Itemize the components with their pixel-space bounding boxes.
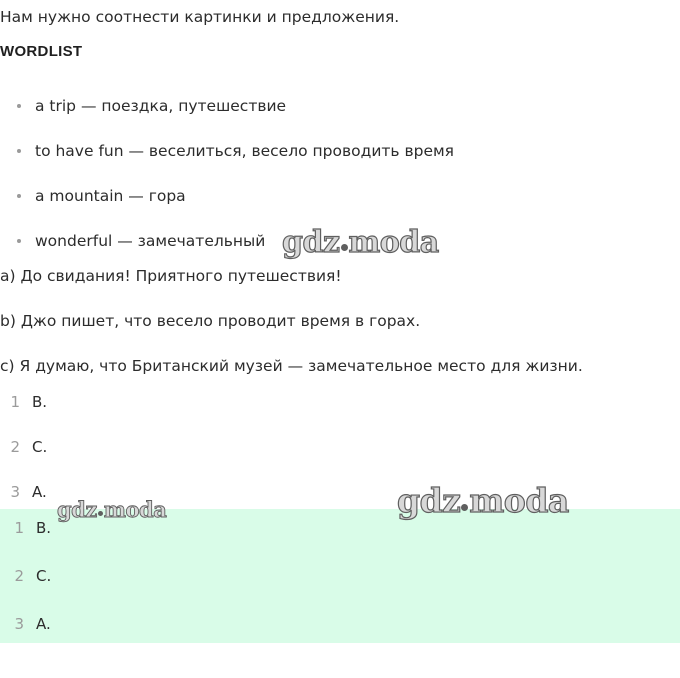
wordlist-heading: WORDLIST (0, 43, 83, 60)
bullet-icon (17, 104, 21, 108)
answer-number: 3 (14, 615, 24, 633)
answer-letter: A. (32, 483, 47, 501)
wordlist-item (17, 142, 454, 160)
answer-number: 2 (10, 438, 20, 456)
bullet-icon (17, 239, 21, 243)
answer-box-item (4, 519, 51, 537)
answer-letter: C. (32, 438, 48, 456)
bullet-icon (17, 194, 21, 198)
sentence-c: c) Я думаю, что Британский музей — замечательное место для жизни. (0, 357, 583, 375)
wordlist-item-text: a mountain — гора (35, 187, 186, 205)
watermark-logo: gdz moda (57, 497, 167, 522)
answer-box (0, 509, 680, 643)
answer-number: 2 (14, 567, 24, 585)
watermark-logo: gdz moda (282, 225, 439, 260)
wordlist-item-text: a trip — поездка, путешествие (35, 97, 287, 115)
answer-letter: B. (36, 519, 52, 537)
watermark-logo: gdz moda (397, 481, 569, 520)
intro-text: Нам нужно соотнести картинки и предложения. (0, 8, 400, 26)
answer-number: 1 (14, 519, 24, 537)
answer-item (0, 393, 47, 411)
wordlist-item-text: wonderful — замечательный (35, 232, 266, 250)
answer-number: 1 (10, 393, 20, 411)
answer-number: 3 (10, 483, 20, 501)
answer-letter: B. (32, 393, 48, 411)
sentence-a: a) До свидания! Приятного путешествия! (0, 267, 342, 285)
wordlist-item (17, 187, 186, 205)
sentence-b: b) Джо пишет, что весело проводит время в горах. (0, 312, 421, 330)
answer-letter: C. (36, 567, 52, 585)
bullet-icon (17, 149, 21, 153)
wordlist-item (17, 232, 265, 250)
answer-item (0, 483, 47, 501)
wordlist-item (17, 97, 286, 115)
answer-item (0, 438, 47, 456)
answer-letter: A. (36, 615, 51, 633)
answer-box-item (4, 567, 51, 585)
wordlist-item-text: to have fun — веселиться, весело проводить время (35, 142, 455, 160)
answer-box-item (4, 615, 51, 633)
